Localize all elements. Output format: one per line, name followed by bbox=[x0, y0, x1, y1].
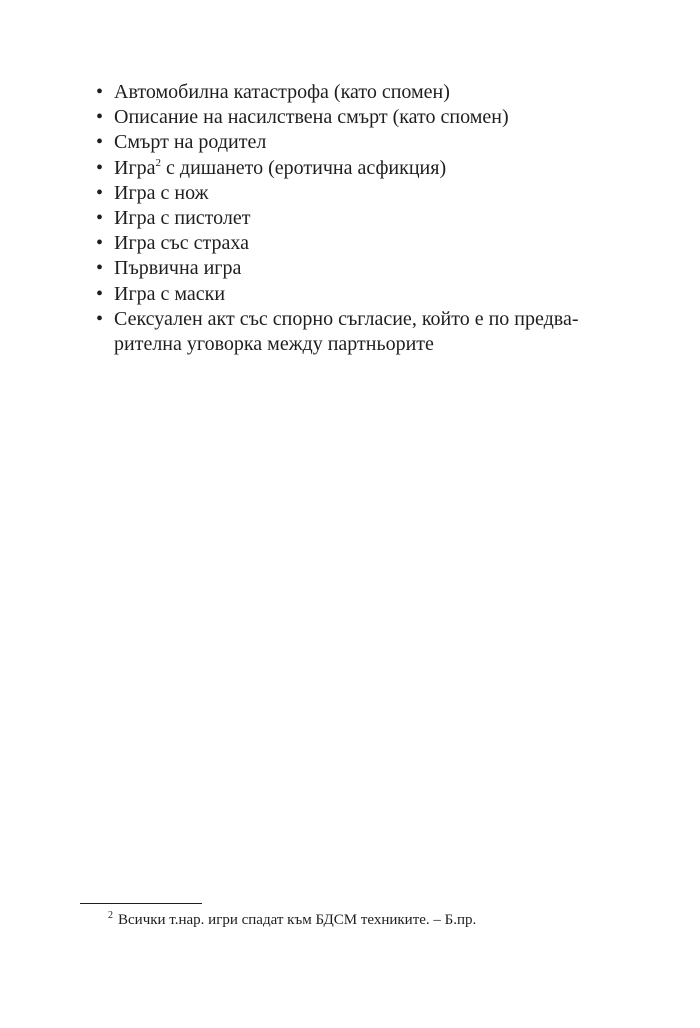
bullet-marker: • bbox=[96, 181, 104, 204]
list-item-text: Игра с пистолет bbox=[114, 207, 251, 230]
list-item-text-end: с дишането (еротична асфикция) bbox=[161, 156, 447, 179]
bullet-marker: • bbox=[96, 257, 104, 280]
list-item bbox=[96, 130, 636, 155]
list-item bbox=[96, 156, 636, 181]
footnote-reference: 2 bbox=[155, 156, 162, 169]
bullet-list bbox=[96, 80, 636, 357]
list-item bbox=[96, 181, 636, 206]
list-item bbox=[96, 307, 636, 357]
footnote-number: 2 bbox=[108, 910, 113, 921]
list-item-text: Първична игра bbox=[114, 257, 242, 280]
list-item-text bbox=[114, 157, 446, 179]
list-item-text: Игра с маски bbox=[114, 282, 226, 305]
footnote-text: Всички т.нар. игри спадат към БДСМ техниките. – Б.пр. bbox=[118, 912, 477, 928]
list-item-text: Смърт на родител bbox=[114, 131, 267, 154]
bullet-marker: • bbox=[96, 207, 104, 230]
list-item-text: Описание на насилствена смърт (като спомен) bbox=[114, 106, 509, 129]
list-item bbox=[96, 206, 636, 231]
list-item-text-start: Игра bbox=[114, 156, 156, 179]
list-item-text bbox=[114, 308, 578, 355]
bullet-marker: • bbox=[96, 106, 104, 129]
bullet-marker: • bbox=[96, 81, 104, 103]
list-item-text: Игра с нож bbox=[114, 181, 209, 204]
list-item bbox=[96, 256, 636, 281]
list-item-text-line-2: рителна уговорка между партньорите bbox=[114, 333, 434, 356]
list-item bbox=[96, 105, 636, 130]
list-item-text: Игра със страха bbox=[114, 232, 249, 255]
bullet-marker: • bbox=[96, 156, 104, 179]
list-item bbox=[96, 231, 636, 256]
bullet-marker: • bbox=[96, 282, 104, 305]
list-item bbox=[96, 80, 636, 105]
bullet-marker: • bbox=[96, 307, 104, 330]
list-item-text: Автомобилна катастрофа (като спомен) bbox=[114, 81, 450, 103]
list-item-text-line-1: Сексуален акт със спорно съгласие, който е по предва- bbox=[114, 307, 579, 330]
footnote bbox=[108, 910, 476, 930]
footnote-divider bbox=[80, 903, 202, 904]
bullet-marker: • bbox=[96, 131, 104, 154]
bullet-marker: • bbox=[96, 232, 104, 255]
list-item bbox=[96, 282, 636, 307]
